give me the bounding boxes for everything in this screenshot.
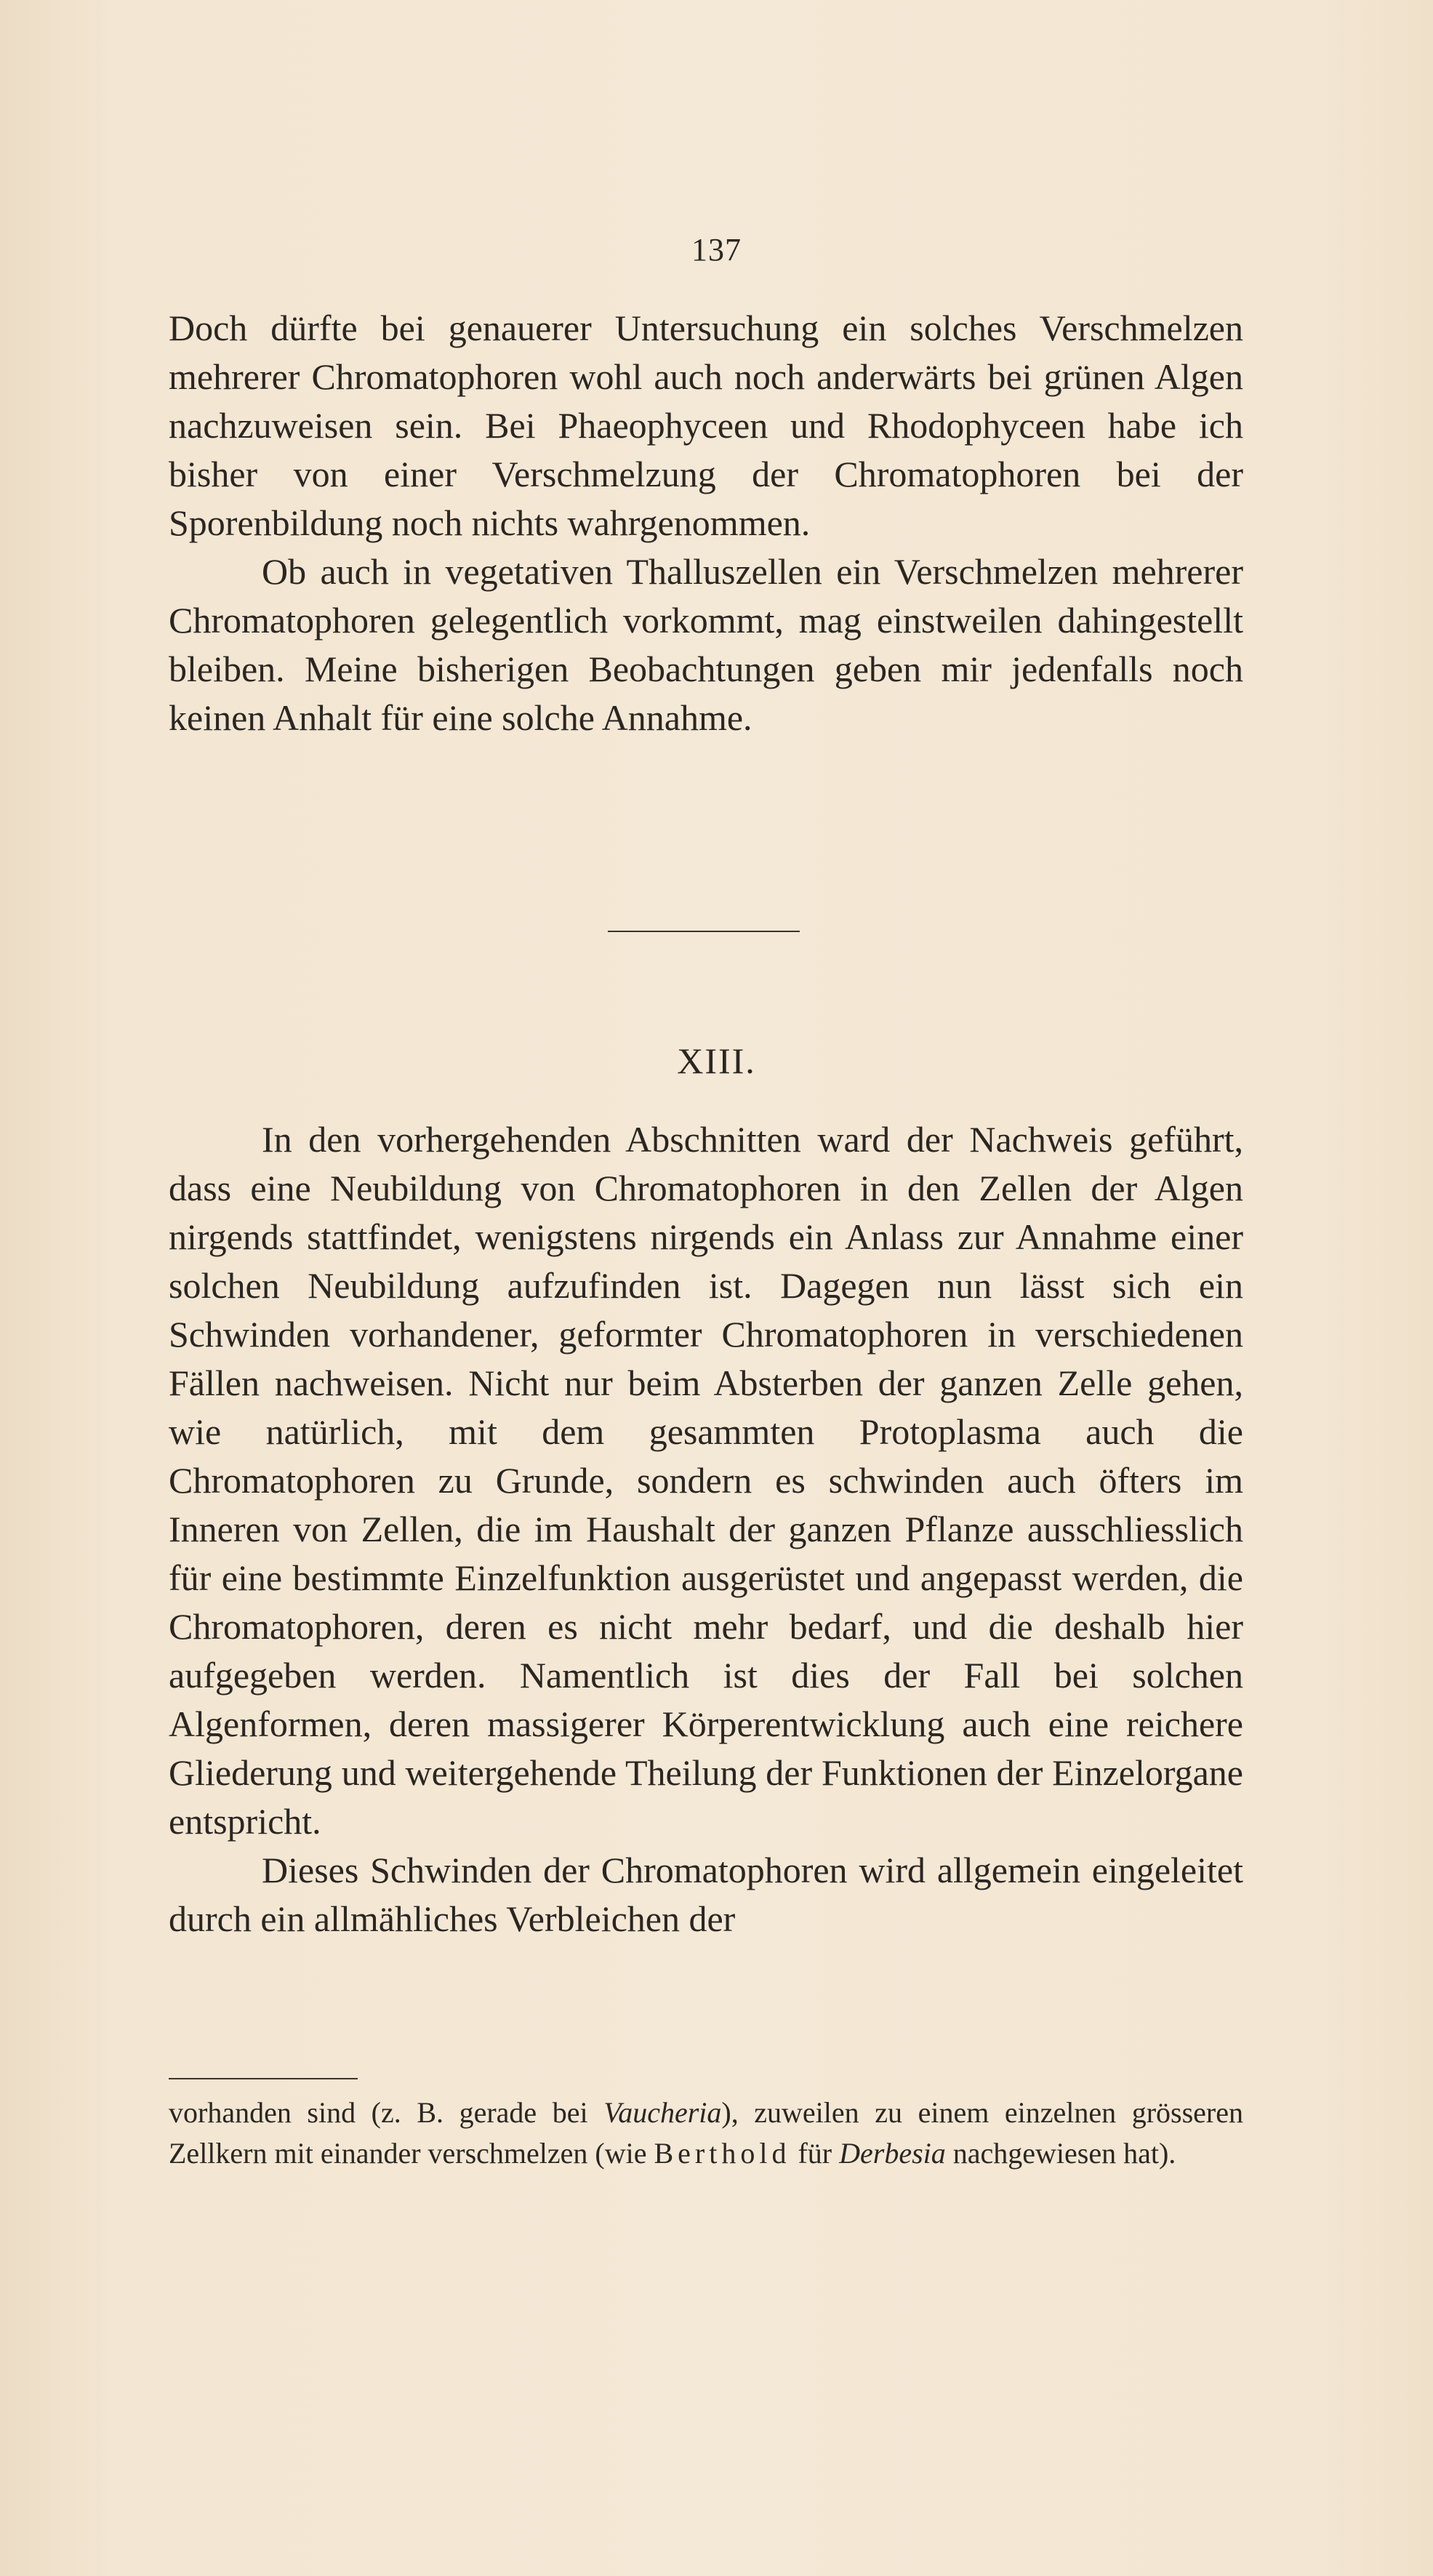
paragraph: Dieses Schwinden der Chromatophoren wird allgemein eingeleitet durch ein allmähliches Verbleichen der bbox=[169, 1850, 1243, 1939]
species-name: Derbesia bbox=[839, 2137, 946, 2170]
section-divider bbox=[608, 931, 800, 932]
section-heading: XIII. bbox=[677, 1040, 756, 1081]
footnote-divider bbox=[169, 2078, 358, 2079]
footnote-text: vorhanden sind (z. B. gerade bei Vaucheria), zuweilen zu einem einzelnen grösseren Zellkern mit einander verschmelzen (wie Berthold für Derbesia nachgewiesen hat). bbox=[169, 2096, 1243, 2170]
author-name: Berthold bbox=[654, 2137, 791, 2170]
paragraph: Doch dürfte bei genauerer Untersuchung ein solches Verschmelzen mehrerer Chromatophoren wohl auch noch anderwärts bei grünen Algen nachzuweisen sein. Bei Phaeophyceen und Rhodophyceen habe ich bisher von einer Verschmelzung der Chromatophoren bei der Sporenbildung noch nichts wahrgenommen. bbox=[169, 308, 1243, 543]
species-name: Vaucheria bbox=[603, 2096, 722, 2129]
page-number: 137 bbox=[691, 232, 742, 268]
paragraph: In den vorhergehenden Abschnitten ward der Nachweis geführt, dass eine Neubildung von Chromatophoren in den Zellen der Algen nirgends stattfindet, wenigstens nirgends ein Anlass zur Annahme einer solchen Neubildung aufzufinden ist. Dagegen nun lässt sich ein Schwinden vorhandener, geformter Chromatophoren in verschiedenen Fällen nachweisen. Nicht nur beim Absterben der ganzen Zelle gehen, wie natürlich, mit dem gesammten Protoplasma auch die Chromatophoren zu Grunde, sondern es schwinden auch öfters im Inneren von Zellen, die im Haushalt der ganzen Pflanze ausschliesslich für eine bestimmte Einzelfunktion ausgerüstet und angepasst werden, die Chromatophoren, deren es nicht mehr bedarf, und die deshalb hier aufgegeben werden. Namentlich ist dies der Fall bei solchen Algenformen, deren massigerer Körperentwicklung auch eine reichere Gliederung und weitergehende Theilung der Funktionen der Einzelorgane entspricht. bbox=[169, 1119, 1243, 1842]
paragraph: Ob auch in vegetativen Thalluszellen ein Verschmelzen mehrerer Chromatophoren gelegentlich vorkommt, mag einstweilen dahingestellt bleiben. Meine bisherigen Beobachtungen geben mir jedenfalls noch keinen Anhalt für eine solche Annahme. bbox=[169, 551, 1243, 738]
footnote bbox=[169, 2093, 1243, 2174]
top-text-block bbox=[169, 304, 1243, 742]
section-text-block bbox=[169, 1115, 1243, 1943]
